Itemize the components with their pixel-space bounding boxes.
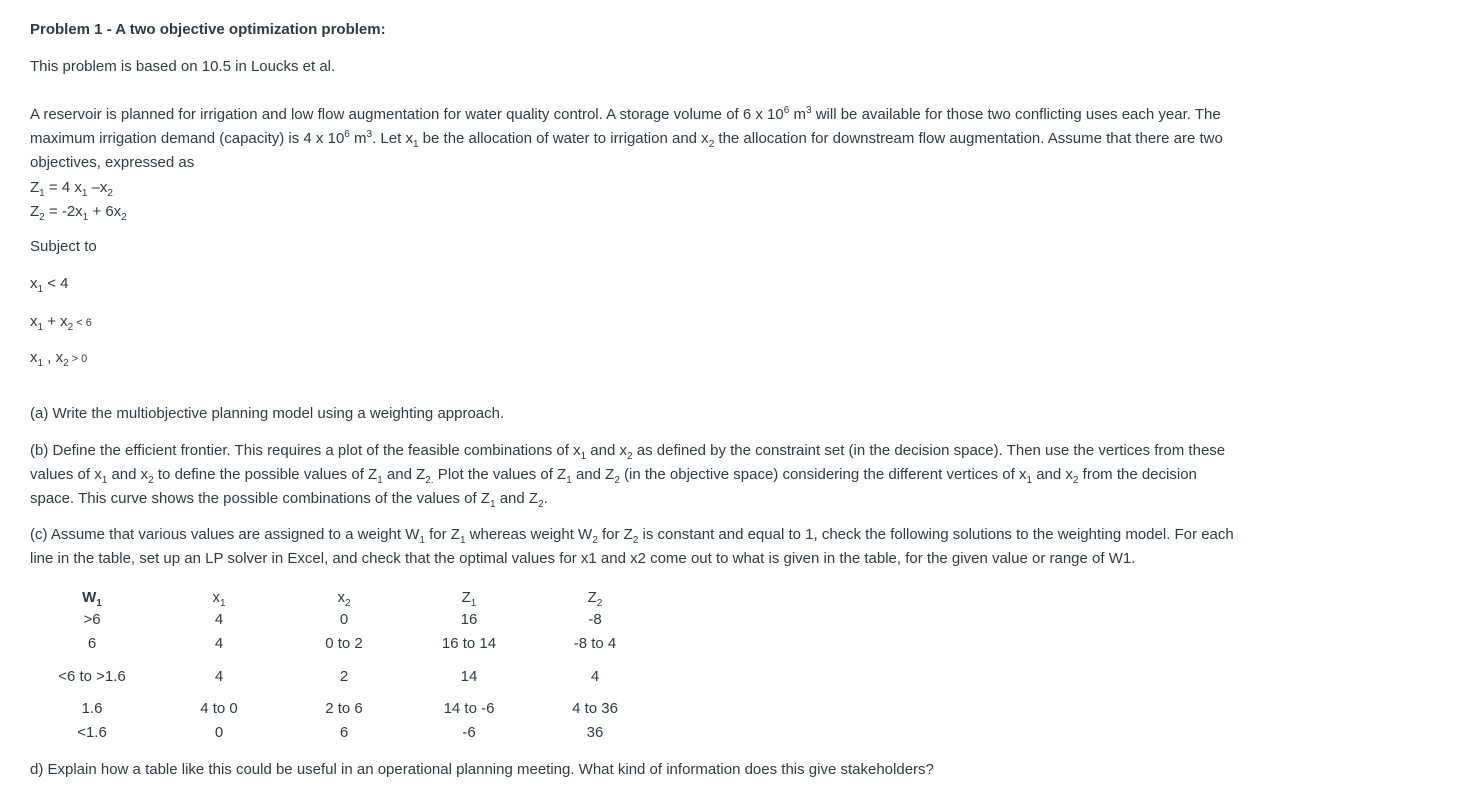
table-cell: 4: [590, 668, 600, 685]
question-c-line-1: (c) Assume that various values are assigned to a weight $W_1$ for $Z_1$ whereas weight $W_2$ for $Z_2$ is constant and equal to 1, check the following solutions to the weighting model. For each: [30, 526, 1234, 546]
question-d: d) Explain how a table like this could be useful in an operational planning meeting. What kind of information does this give stakeholders?: [30, 761, 934, 778]
table-header-x1: $x_1$: [212, 589, 226, 609]
constraint-1: $x_1 < 4$: [30, 275, 69, 295]
table-cell: -8: [588, 611, 602, 628]
table-cell: 4: [214, 668, 224, 685]
table-cell: 16 to 14: [441, 635, 497, 652]
table-cell: 0: [339, 611, 349, 628]
question-b-line-2: values of $x_1$ and $x_2$ to define the possible values of $Z_1$ and $Z_{2.}$ Plot the values of $Z_1$ and $Z_2$ (in the objective space) considering the different vertices of $x_1$ and $x_2$ from the decision: [30, 466, 1197, 486]
paragraph-line-2: maximum irrigation demand (capacity) is 4 x $10^6$ $m^3$. Let $x_1$ be the allocation of water to irrigation and $x_2$ the allocation for downstream flow augmentation. Assume that there are two: [30, 129, 1223, 150]
table-cell: 4 to 0: [200, 700, 238, 717]
table-header-x2: $x_2$: [337, 589, 351, 609]
intro-text: This problem is based on 10.5 in Loucks et al.: [30, 58, 336, 75]
table-cell: 16: [460, 611, 478, 628]
question-b-line-1: (b) Define the efficient frontier. This requires a plot of the feasible combinations of $x_1$ and $x_2$ as defined by the constraint set (in the decision space). Then use the vertices from these: [30, 442, 1226, 462]
table-cell: 4 to 36: [572, 700, 618, 717]
table-cell: 14 to -6: [443, 700, 495, 717]
table-cell: 6: [87, 635, 97, 652]
paragraph-line-3: objectives, expressed as: [30, 154, 195, 171]
table-cell: 2 to 6: [325, 700, 363, 717]
table-cell: 4: [214, 611, 224, 628]
table-header-w1: $W_1$: [82, 589, 102, 609]
table-cell: 6: [339, 724, 349, 741]
table-cell: 36: [586, 724, 604, 741]
table-cell: 14: [460, 668, 478, 685]
constraint-2: $x_1 + x_2 < 6$: [30, 313, 92, 333]
question-c-line-2: line in the table, set up an LP solver in Excel, and check that the optimal values for x1 and x2 come out to what is given in the table, for the given value or range of W1.: [30, 550, 1136, 567]
table-cell: <1.6: [77, 724, 107, 741]
table-header-z1: $Z_1$: [461, 589, 477, 609]
table-cell: 2: [339, 668, 349, 685]
table-header-z2: $Z_2$: [587, 589, 603, 609]
table-cell: -8 to 4: [573, 635, 617, 652]
table-cell: 0: [214, 724, 224, 741]
table-cell: 1.6: [81, 700, 103, 717]
table-cell: 0 to 2: [325, 635, 363, 652]
constraint-3: $x_1$ , $x_2 > 0$: [30, 349, 88, 369]
question-a: (a) Write the multiobjective planning model using a weighting approach.: [30, 405, 505, 422]
paragraph-line-1: A reservoir is planned for irrigation and low flow augmentation for water quality control. A storage volume of 6 x $10^6$ $m^3$ will be available for those two conflicting uses each year. The: [30, 105, 1221, 123]
equation-z2: $Z_2 = -2x_1 + 6x_2$: [30, 203, 127, 223]
table-cell: <6 to >1.6: [58, 668, 126, 685]
table-cell: 4: [214, 635, 224, 652]
subject-to-label: Subject to: [30, 238, 97, 255]
page-title: Problem 1 - A two objective optimization problem:: [30, 21, 386, 38]
equation-z1: $Z_1 = 4$ $x_1$ $-x_2$: [30, 179, 113, 199]
question-b-line-3: space. This curve shows the possible combinations of the values of $Z_1$ and $Z_2$.: [30, 490, 548, 510]
table-cell: -6: [462, 724, 476, 741]
table-cell: >6: [83, 611, 101, 628]
